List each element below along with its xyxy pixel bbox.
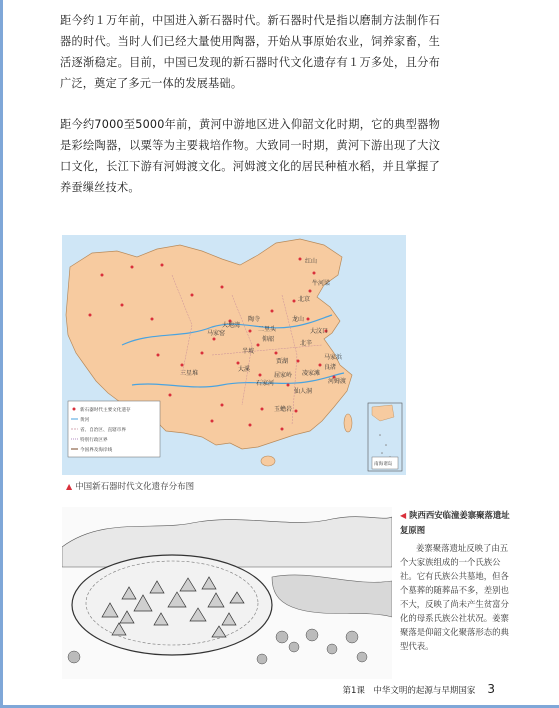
map-label-jiahu: 贾湖 bbox=[276, 358, 289, 365]
legend-river: 黄河 bbox=[80, 418, 90, 423]
legend-border: 今国界及海岸线 bbox=[80, 448, 113, 453]
map-label-yuchanyan: 玉蟾岩 bbox=[274, 406, 293, 413]
map-caption-text: 中国新石器时代文化遗存分布图 bbox=[75, 482, 195, 492]
south-china-sea-inset bbox=[368, 403, 402, 471]
sketch-caption-body: 姜寨聚落遗址反映了由五个大家族组成的一个氏族公社。它有氏族公共墓地，但各个墓葬的随葬品不多，差别也不大，反映了尚未产生贫富分化的母系氏族公社状况。姜寨聚落是仰韶文化聚落形态的典型代表。 bbox=[400, 543, 509, 651]
lesson-title: 第1课 中华文明的起源与早期国家 bbox=[342, 686, 476, 696]
map-label-shijiahe: 石家河 bbox=[256, 380, 275, 387]
left-margin-bar bbox=[0, 0, 3, 708]
map-label-longshan: 龙山 bbox=[292, 316, 305, 323]
map-label-erlitou: 二里头 bbox=[258, 326, 277, 333]
settlement-drawing bbox=[62, 507, 392, 679]
sketch-caption-title bbox=[400, 508, 512, 537]
map-caption bbox=[66, 480, 194, 492]
map-label-sanxingdui: 三星堆 bbox=[180, 370, 199, 377]
sketch-caption bbox=[400, 508, 512, 653]
page-number: 3 bbox=[487, 682, 495, 696]
map-label-dadiwan: 大地湾 bbox=[222, 322, 241, 329]
taiwan-island bbox=[344, 414, 352, 432]
neolithic-sites-map bbox=[62, 235, 406, 475]
map-label-taosi: 陶寺 bbox=[248, 316, 261, 323]
legend-sites: 新石器时代主要文化遗存 bbox=[80, 408, 131, 413]
hainan-island bbox=[261, 456, 275, 466]
map-label-majiayao: 马家窑 bbox=[207, 330, 226, 337]
map-label-dawenkou: 大汶口 bbox=[310, 328, 329, 335]
map-label-xianrendong: 仙人洞 bbox=[294, 388, 313, 395]
paragraph-2: 距今约7000至5000年前，黄河中游地区进入仰韶文化时期，它的典型器物是彩绘陶器，以粟等为主要栽培作物。大致同一时期，黄河下游出现了大汶口文化，长江下游有河姆渡文化。河姆渡文化的居民种植水稻，并且掌握了养蚕缫丝技术。 bbox=[60, 118, 440, 194]
caption-triangle-icon: ▲ bbox=[66, 482, 73, 491]
map-label-beijing: 北京 bbox=[298, 296, 311, 303]
map-label-yangshao: 仰韶 bbox=[262, 336, 275, 343]
map-label-lingjiatan: 凌家滩 bbox=[302, 370, 321, 377]
page-footer bbox=[342, 682, 495, 696]
map-label-niuheliang: 牛河梁 bbox=[312, 280, 331, 287]
china-map-graphic bbox=[62, 235, 406, 475]
map-label-daxi: 大溪 bbox=[238, 366, 251, 373]
jiangzhai-settlement-sketch bbox=[62, 507, 392, 679]
map-label-banpo: 半坡 bbox=[242, 348, 255, 355]
legend-sar: 特别行政区界 bbox=[80, 438, 108, 443]
map-label-liangzhu: 良渚 bbox=[324, 364, 337, 371]
map-label-hemudu: 河姆渡 bbox=[328, 378, 347, 385]
paragraph-1: 距今约１万年前，中国进入新石器时代。新石器时代是指以磨制方法制作石器的时代。当时人们已经大量使用陶器，开始从事原始农业，饲养家畜，生活逐渐稳定。目前，中国已发现的新石器时代文化遗存有１万多处，且分布广泛，奠定了多元一体的发展基础。 bbox=[60, 14, 440, 90]
caption-left-triangle-icon: ◀ bbox=[400, 511, 407, 520]
map-label-beixin: 北辛 bbox=[300, 340, 313, 347]
map-label-majiabang: 马家浜 bbox=[324, 354, 343, 361]
legend-province: 省、自治区、直辖市界 bbox=[80, 428, 126, 433]
map-label-hongshan: 红山 bbox=[305, 258, 318, 265]
map-label-qujialing: 屈家岭 bbox=[274, 372, 293, 379]
sketch-title-text: 陕西西安临潼姜寨聚落遗址复原图 bbox=[400, 510, 510, 535]
map-legend bbox=[68, 401, 160, 457]
inset-label: 南海诸岛 bbox=[374, 462, 393, 467]
